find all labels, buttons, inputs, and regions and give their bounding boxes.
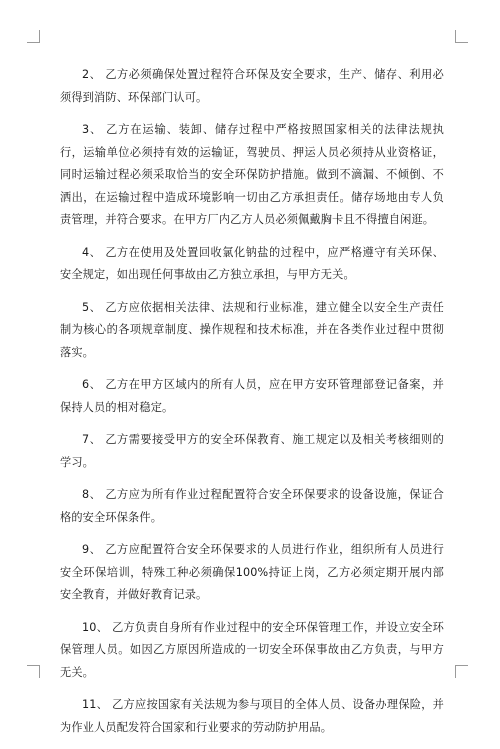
clause-text: 乙方应按国家有关法规为参与项目的全体人员、设备办理保险，并为作业人员配发符合国家和行业要求的劳动防护用品。 (60, 698, 445, 734)
clause-number: 5、 (82, 300, 102, 314)
crop-mark-top-left (27, 30, 40, 43)
clause-text: 乙方应为所有作业过程配置符合安全环保要求的设备设施，保证合格的安全环保条件。 (60, 488, 444, 524)
clause-number: 8、 (82, 488, 102, 501)
clause-text: 乙方必须确保处置过程符合环保及安全要求，生产、储存、利用必须得到消防、环保部门认可。 (60, 68, 444, 104)
clause-number: 4、 (82, 245, 102, 259)
document-body (60, 64, 444, 749)
clause-5 (60, 297, 444, 365)
clause-text: 乙方应配置符合安全环保要求的人员进行作业，组织所有人员进行安全环保培训，特殊工种必须确保100%持证上岗，乙方必须定期开展内部安全教育，并做好教育记录。 (60, 543, 444, 601)
clause-6 (60, 374, 444, 419)
clause-number: 6、 (82, 378, 102, 391)
clause-number: 11、 (82, 698, 109, 711)
clause-number: 2、 (82, 68, 102, 81)
crop-mark-top-right (455, 30, 468, 43)
clause-text: 乙方在运输、装卸、储存过程中严格按照国家相关的法律法规执行，运输单位必须持有效的运输证，驾驶员、押运人员必须持从业资格证，同时运输过程必须采取恰当的安全环保防护措施。做到不滴漏、不倾倒、不洒出，在运输过程中造成环境影响一切由乙方承担责任。储存场地由专人负责管理，并符合要求。在甲方厂内乙方人员必须佩戴胸卡且不得擅自闲逛。 (60, 123, 445, 226)
clause-text: 乙方应依据相关法律、法规和行业标准，建立健全以安全生产责任制为核心的各项规章制度、操作规程和技术标准，并在各类作业过程中贯彻落实。 (60, 300, 444, 359)
clause-text: 乙方需要接受甲方的安全环保教育、施工规定以及相关考核细则的学习。 (60, 433, 444, 469)
clause-9 (60, 539, 444, 607)
clause-number: 10、 (82, 620, 109, 634)
clause-10 (60, 617, 444, 685)
clause-2 (60, 64, 444, 109)
clause-4 (60, 242, 444, 287)
clause-text: 乙方在使用及处置回收氯化钠盐的过程中，应严格遵守有关环保、安全规定，如出现任何事故由乙方独立承担，与甲方无关。 (60, 245, 444, 281)
crop-mark-bottom-right (455, 665, 468, 678)
clause-8 (60, 484, 444, 529)
clause-text: 乙方在甲方区域内的所有人员，应在甲方安环管理部登记备案，并保持人员的相对稳定。 (60, 378, 444, 414)
clause-number: 7、 (82, 433, 102, 446)
crop-mark-bottom-left (27, 665, 40, 678)
clause-number: 9、 (82, 543, 102, 556)
clause-7 (60, 429, 444, 474)
clause-number: 3、 (82, 123, 103, 136)
clause-3 (60, 119, 444, 232)
clause-11 (60, 694, 444, 739)
clause-text: 乙方负责自身所有作业过程中的安全环保管理工作，并设立安全环保管理人员。如因乙方原因所造成的一切安全环保事故由乙方负责，与甲方无关。 (60, 620, 445, 679)
